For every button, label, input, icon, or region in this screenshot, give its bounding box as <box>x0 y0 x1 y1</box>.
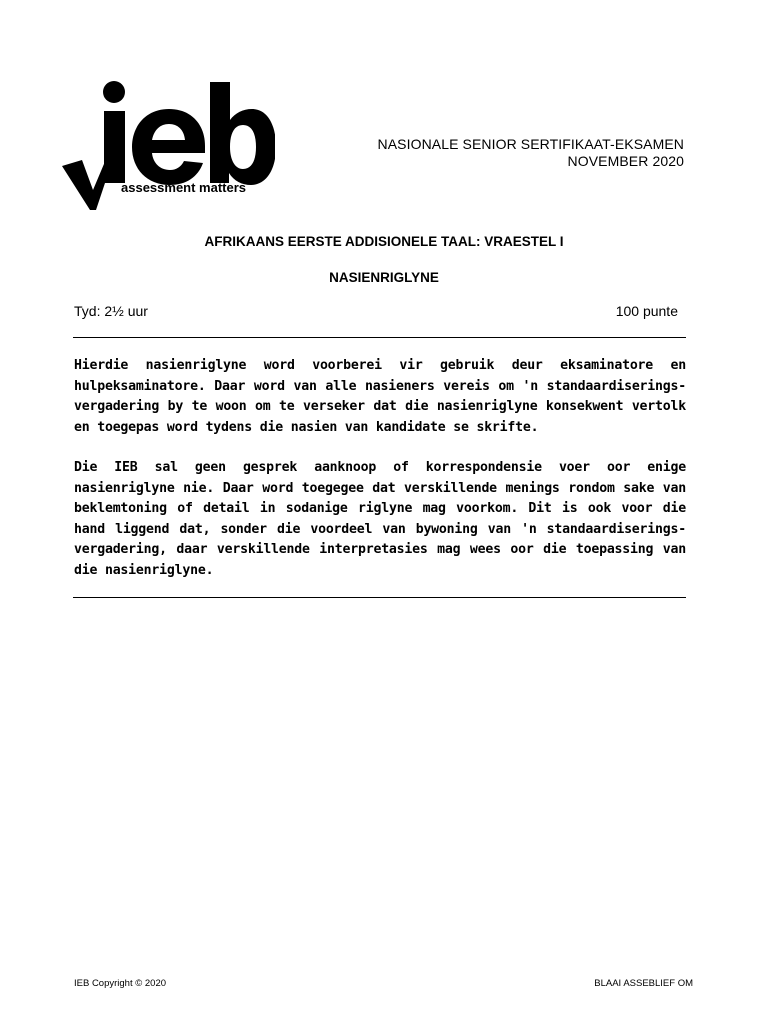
bottom-divider <box>73 597 686 598</box>
instructions-paragraph-1: Hierdie nasienriglyne word voorberei vir gebruik deur eksaminatore en hulpeksaminatore. Daar word van alle nasieners vereis om 'n standaardiserings-vergadering by te woon om te verseker dat die nasienriglyne konsekwent vertolk en toegepas word tydens die nasien van kandidate se skrifte. <box>74 358 686 435</box>
instructions-paragraph-2: Die IEB sal geen gesprek aanknoop of korrespondensie voer oor enige nasienriglyne nie. Daar word toegegee dat verskillende menings rondom sake van beklemtoning of detail in sodanige riglyne mag voorkom. Dit is ook voor die hand liggend dat, sonder die voordeel van bywoning van 'n standaardiserings-vergadering, daar verskillende interpretasies mag wees oor die toepassing van die nasienriglyne. <box>74 460 686 578</box>
total-marks: 100 punte <box>615 303 678 319</box>
exam-name: NASIONALE SENIOR SERTIFIKAAT-EKSAMEN <box>377 136 684 152</box>
subject-title: AFRIKAANS EERSTE ADDISIONELE TAAL: VRAESTEL I <box>204 234 564 249</box>
ieb-logo <box>60 78 275 214</box>
footer-copyright: IEB Copyright © 2020 <box>74 978 167 989</box>
footer-page-turn: BLAAI ASSEBLIEF OM <box>594 978 693 989</box>
exam-date: NOVEMBER 2020 <box>567 153 684 169</box>
exam-header <box>378 136 685 170</box>
time-allowed: Tyd: 2½ uur <box>74 303 148 319</box>
top-divider <box>73 337 686 338</box>
logo-tagline: assessment matters <box>121 180 247 195</box>
document-type-title: NASIENRIGLYNE <box>329 270 439 285</box>
